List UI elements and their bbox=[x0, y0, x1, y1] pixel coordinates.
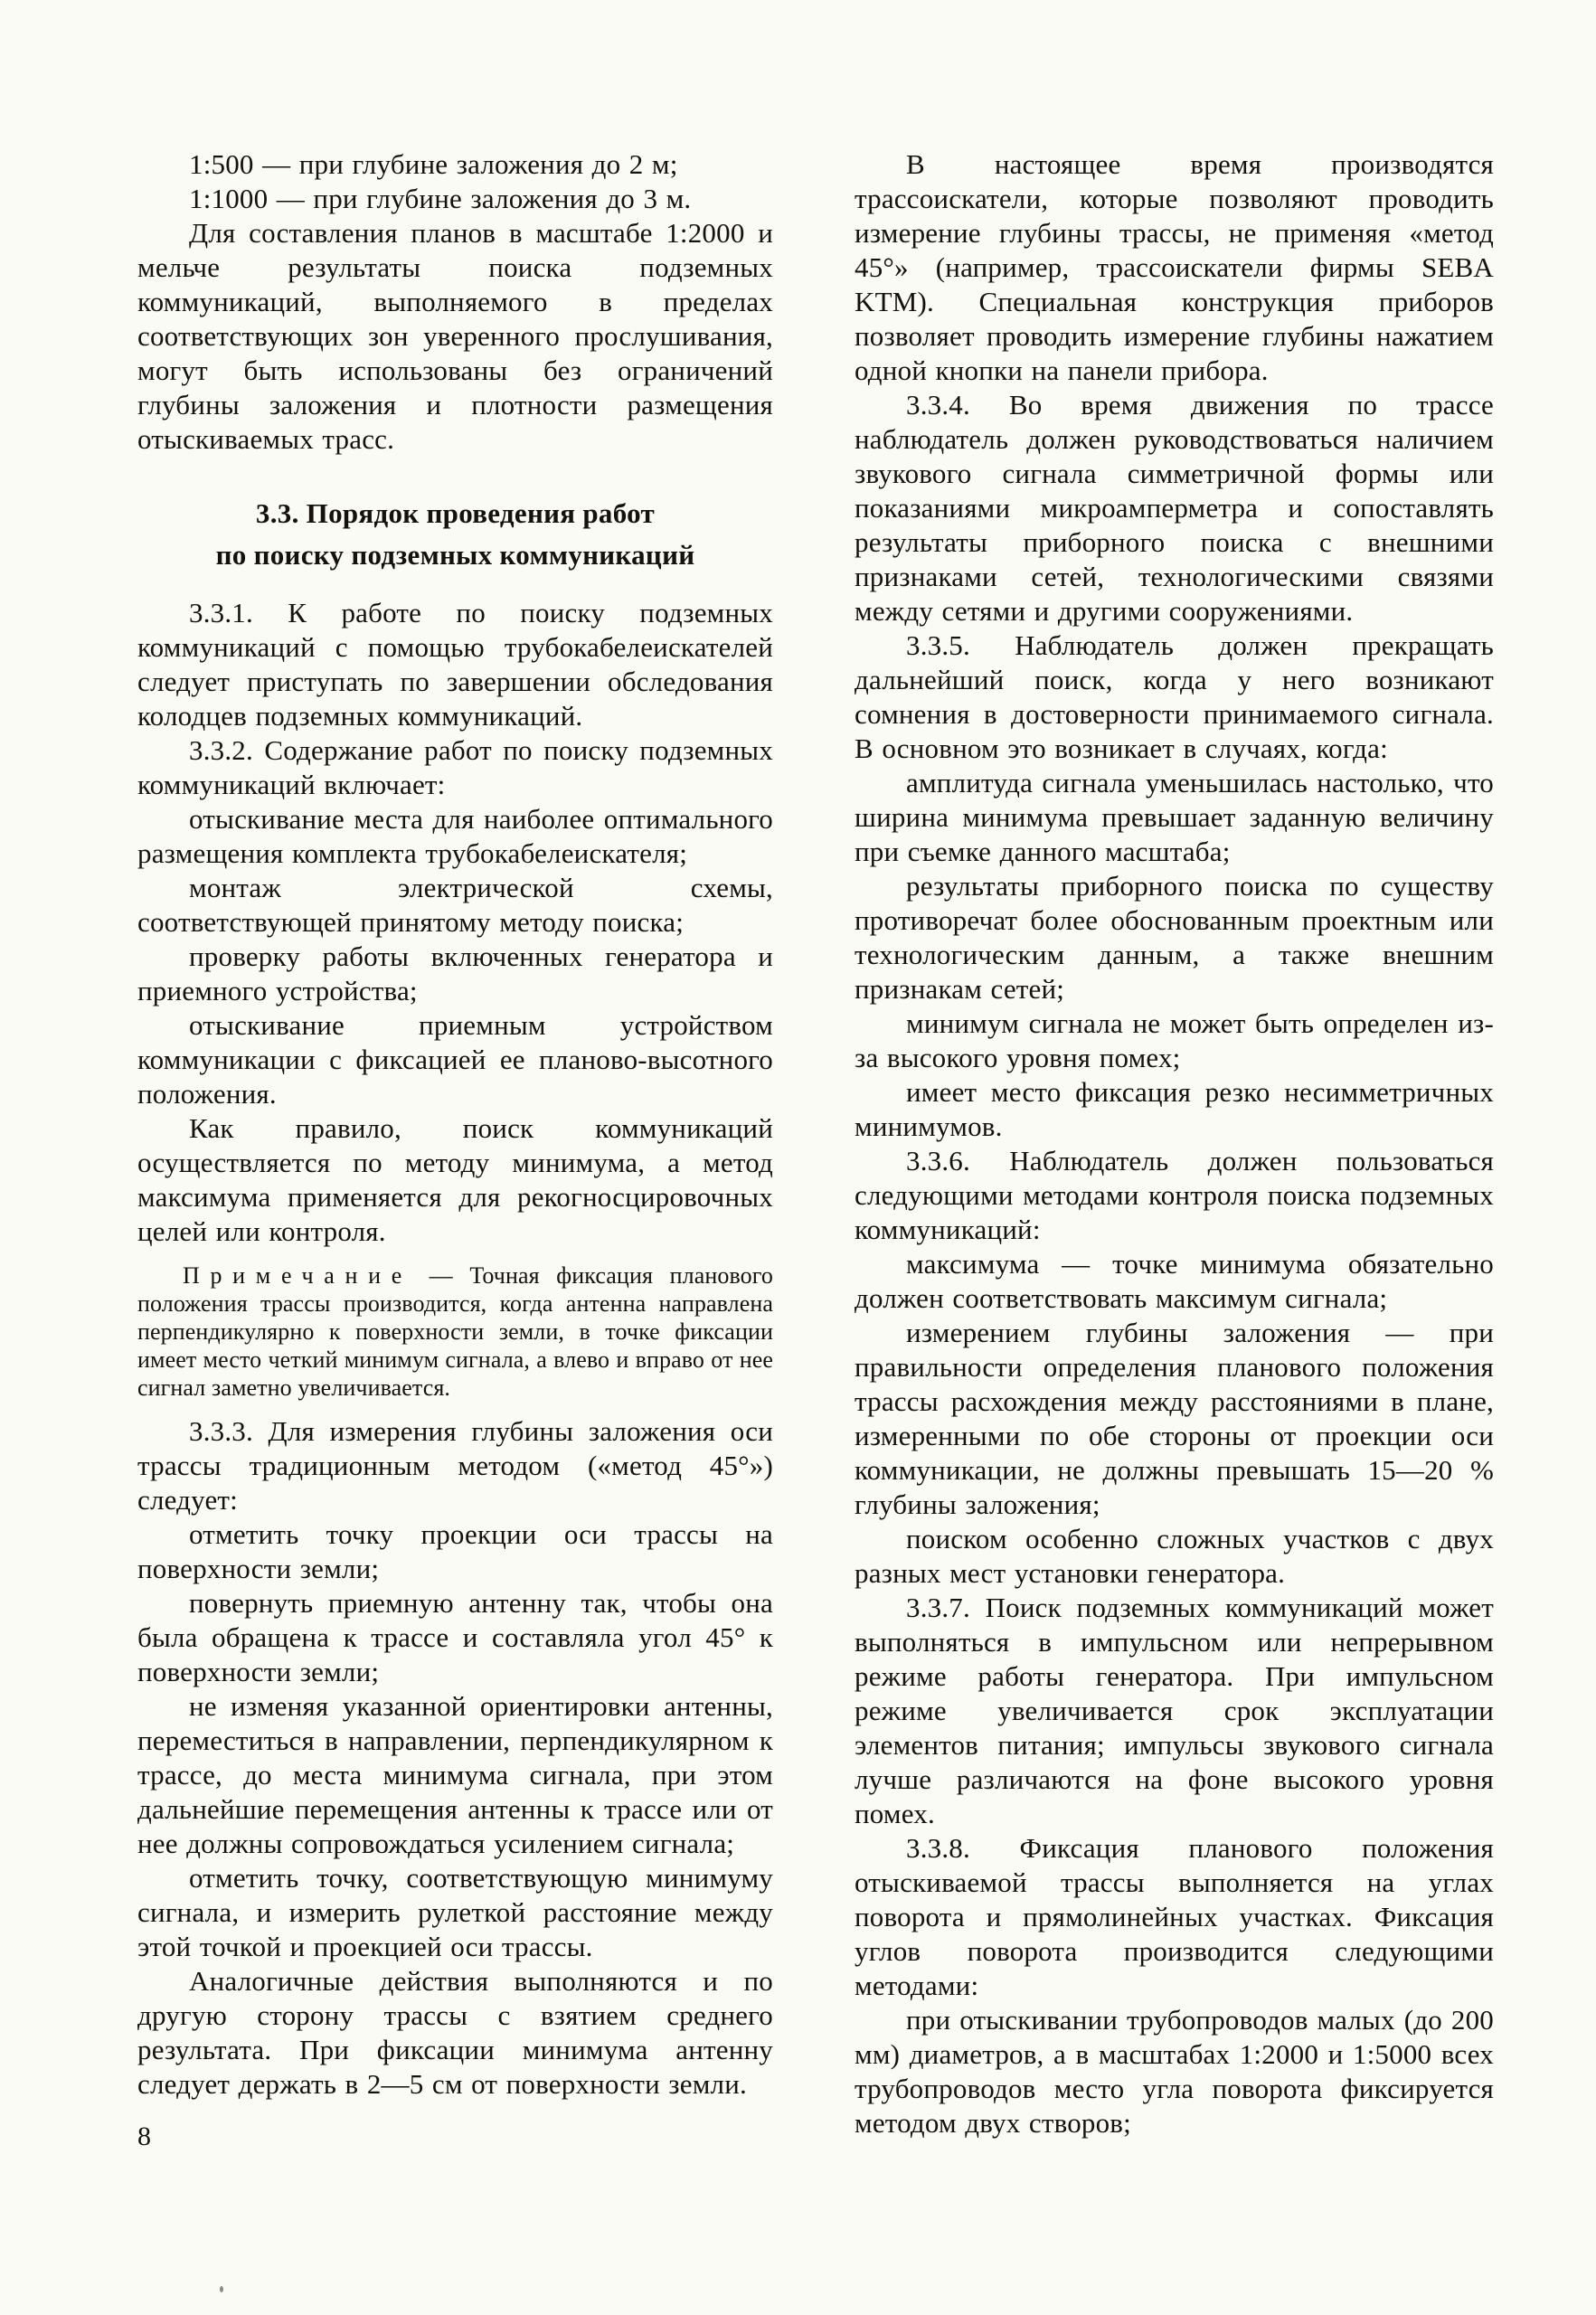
section-heading-line2: по поиску подземных коммуникаций bbox=[215, 539, 695, 571]
left-column bbox=[137, 147, 773, 2154]
list-item: амплитуда сигнала уменьшилась настолько, что ширина минимума превышает заданную величину при съемке данного масштаба; bbox=[855, 767, 1494, 867]
paragraph: Для составления планов в масштабе 1:2000 и мельче результаты поиска подземных коммуникаций, выполняемого в пределах соответствующих зон уверенного прослушивания, могут быть использованы без ограничений глубины заложения и плотности размещения отыскиваемых трасс. bbox=[137, 217, 773, 455]
list-item: отметить точку проекции оси трассы на поверхности земли; bbox=[137, 1518, 773, 1584]
page-number: 8 bbox=[137, 2121, 151, 2151]
list-item: измерением глубины заложения — при правильности определения планового положения трассы расхождения между расстояниями в плане, измеренными по обе стороны от проекции оси коммуникации, не должны превышать 15—20 % глубины заложения; bbox=[855, 1317, 1494, 1520]
paragraph: 3.3.5. Наблюдатель должен прекращать дальнейший поиск, когда у него возникают сомнения в достоверности принимаемого сигнала. В основном это возникает в случаях, когда: bbox=[855, 629, 1494, 764]
paragraph: В настоящее время производятся трассоискатели, которые позволяют проводить измерение глубины трассы, не применяя «метод 45°» (например, трассоискатели фирмы SEBA KTM). Специальная конструкция приборов позволяет проводить измерение глубины нажатием одной кнопки на панели прибора. bbox=[855, 148, 1494, 386]
list-item: результаты приборного поиска по существу противоречат более обоснованным проектным или технологическим данным, а также внешним признакам сетей; bbox=[855, 870, 1494, 1005]
paragraph: 3.3.7. Поиск подземных коммуникаций может выполняться в импульсном или непрерывном режиме работы генератора. При импульсном режиме увеличивается срок эксплуатации элементов питания; импульсы звукового сигнала лучше различаются на фоне высокого уровня помех. bbox=[855, 1592, 1494, 1829]
list-item: поиском особенно сложных участков с двух разных мест установки генератора. bbox=[855, 1523, 1494, 1589]
section-heading bbox=[137, 493, 773, 576]
list-item: 1:1000 — при глубине заложения до 3 м. bbox=[189, 183, 692, 214]
paragraph: 3.3.8. Фиксация планового положения отыскиваемой трассы выполняется на углах поворота и прямолинейных участках. Фиксация углов поворота производится следующими методами: bbox=[855, 1832, 1494, 2001]
list-item: повернуть приемную антенну так, чтобы она была обращена к трассе и составляла угол 45° к поверхности земли; bbox=[137, 1587, 773, 1687]
paragraph: Как правило, поиск коммуникаций осуществляется по методу минимума, а метод максимума применяется для рекогносцировочных целей или контроля. bbox=[137, 1112, 773, 1247]
list-item: отыскивание приемным устройством коммуникации с фиксацией ее планово-высотного положения. bbox=[137, 1009, 773, 1110]
list-item: имеет место фиксация резко несимметричных минимумов. bbox=[855, 1076, 1494, 1142]
list-item: отыскивание места для наиболее оптимального размещения комплекта трубокабелеискателя; bbox=[137, 803, 773, 869]
list-item: при отыскивании трубопроводов малых (до 200 мм) диаметров, а в масштабах 1:2000 и 1:5000 всех трубопроводов место угла поворота фиксируется методом двух створов; bbox=[855, 2004, 1494, 2139]
list-item: проверку работы включенных генератора и приемного устройства; bbox=[137, 940, 773, 1006]
list-item: не изменяя указанной ориентировки антенны, переместиться в направлении, перпендикулярном к трассе, до места минимума сигнала, при этом дальнейшие перемещения антенны к трассе или от нее должны сопровождаться усилением сигнала; bbox=[137, 1690, 773, 1859]
paragraph: 3.3.6. Наблюдатель должен пользоваться следующими методами контроля поиска подземных коммуникаций: bbox=[855, 1145, 1494, 1245]
list-item: максимума — точке минимума обязательно должен соответствовать максимум сигнала; bbox=[855, 1248, 1494, 1314]
list-item: отметить точку, соответствующую минимуму сигнала, и измерить рулеткой расстояние между этой точкой и проекцией оси трассы. bbox=[137, 1862, 773, 1962]
paragraph: 3.3.2. Содержание работ по поиску подземных коммуникаций включает: bbox=[137, 734, 773, 800]
list-item: 1:500 — при глубине заложения до 2 м; bbox=[189, 148, 678, 180]
paragraph: 3.3.3. Для измерения глубины заложения оси трассы традиционным методом («метод 45°») следует: bbox=[137, 1415, 773, 1516]
scan-speck-artifact bbox=[220, 2286, 223, 2292]
list-item: монтаж электрической схемы, соответствующей принятому методу поиска; bbox=[137, 872, 773, 938]
paragraph: 3.3.4. Во время движения по трассе наблюдатель должен руководствоваться наличием звукового сигнала симметричной формы или показаниями микроамперметра и сопоставлять результаты приборного поиска с внешними признаками сетей, технологическими связями между сетями и другими сооружениями. bbox=[855, 389, 1494, 627]
paragraph: Аналогичные действия выполняются и по другую сторону трассы с взятием среднего результата. При фиксации минимума антенну следует держать в 2—5 см от поверхности земли. bbox=[137, 1965, 773, 2100]
section-heading-line1: 3.3. Порядок проведения работ bbox=[255, 497, 656, 529]
right-column bbox=[855, 147, 1494, 2140]
note-text: — Точная фиксация планового положения трассы производится, когда антенна направлена перпендикулярно к поверхности земли, в точке фиксации имеет место четкий минимум сигнала, а влево и вправо от нее сигнал заметно увеличивается. bbox=[137, 1262, 773, 1401]
paragraph: 3.3.1. К работе по поиску подземных коммуникаций с помощью трубокабелеискателей следует приступать по завершении обследования колодцев подземных коммуникаций. bbox=[137, 597, 773, 732]
list-item: минимум сигнала не может быть определен из-за высокого уровня помех; bbox=[855, 1007, 1494, 1073]
note bbox=[137, 1261, 773, 1402]
note-label: Примечание bbox=[183, 1262, 413, 1289]
